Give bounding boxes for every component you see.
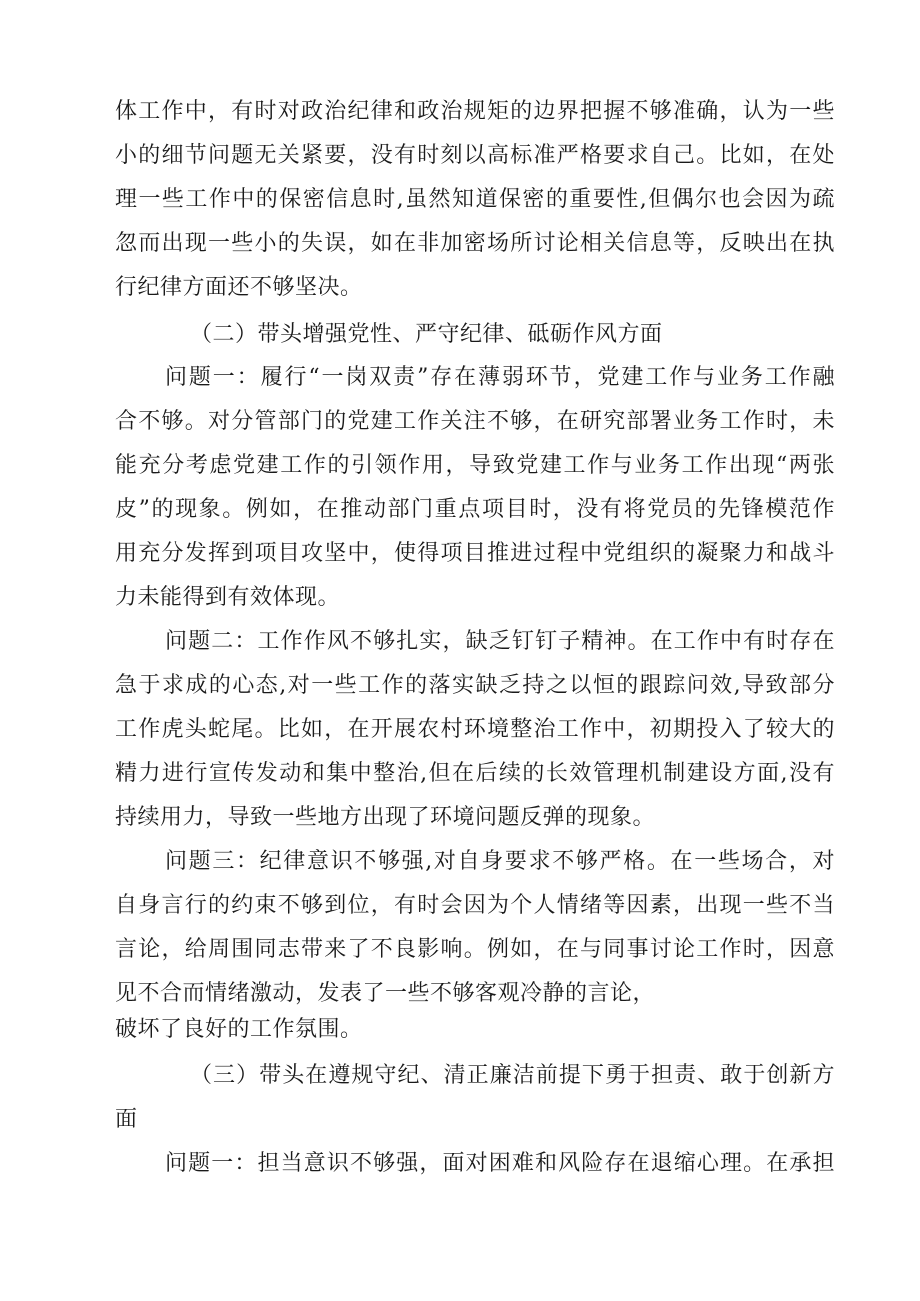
paragraph-line: 持续用力，导致一些地方出现了环境问题反弹的现象。	[115, 805, 656, 830]
paragraph-line: 小的细节问题无关紧要，没有时刻以高标准严格要求自己。比如，在处	[115, 143, 835, 168]
paragraph-line: 工作虎头蛇尾。比如，在开展农村环境整治工作中，初期投入了较大的	[115, 717, 835, 742]
section-heading: （二）带头增强党性、严守纪律、砥砺作风方面	[190, 322, 663, 347]
paragraph-line: 破坏了良好的工作氛围。	[115, 1017, 363, 1042]
paragraph-line: 体工作中，有时对政治纪律和政治规矩的边界把握不够准确，认为一些	[115, 99, 835, 124]
paragraph-line: 问题一：担当意识不够强，面对困难和风险存在退缩心理。在承担	[165, 1151, 835, 1176]
paragraph-line: 问题三：纪律意识不够强,对自身要求不够严格。在一些场合，对	[165, 849, 835, 874]
paragraph-line: 问题一：履行“一岗双责”存在薄弱环节，党建工作与业务工作融	[165, 365, 835, 390]
paragraph-line: 见不合而情绪激动，发表了一些不够客观冷静的言论，	[115, 981, 656, 1006]
paragraph-line: 言论，给周围同志带来了不良影响。例如，在与同事讨论工作时，因意	[115, 937, 835, 962]
paragraph-line: 忽而出现一些小的失误，如在非加密场所讨论相关信息等，反映出在执	[115, 231, 835, 256]
paragraph-line: 力未能得到有效体现。	[115, 585, 341, 610]
paragraph-line: 行纪律方面还不够坚决。	[115, 275, 363, 300]
paragraph-line: 皮”的现象。例如，在推动部门重点项目时，没有将党员的先锋模范作	[115, 497, 835, 522]
paragraph-line: 精力进行宣传发动和集中整治,但在后续的长效管理机制建设方面,没有	[115, 761, 835, 786]
paragraph-line: 理一些工作中的保密信息时,虽然知道保密的重要性,但偶尔也会因为疏	[115, 187, 835, 212]
section-heading: （三）带头在遵规守纪、清正廉洁前提下勇于担责、敢于创新方	[190, 1063, 835, 1088]
paragraph-line: 能充分考虑党建工作的引领作用，导致党建工作与业务工作出现“两张	[115, 453, 835, 478]
paragraph-line: 合不够。对分管部门的党建工作关注不够，在研究部署业务工作时，未	[115, 409, 835, 434]
paragraph-line: 问题二：工作作风不够扎实，缺乏钉钉子精神。在工作中有时存在	[165, 629, 835, 654]
paragraph-line: 用充分发挥到项目攻坚中，使得项目推进过程中党组织的凝聚力和战斗	[115, 541, 835, 566]
section-heading: 面	[115, 1107, 138, 1132]
paragraph-line: 急于求成的心态,对一些工作的落实缺乏持之以恒的跟踪问效,导致部分	[115, 673, 835, 698]
paragraph-line: 自身言行的约束不够到位，有时会因为个人情绪等因素，出现一些不当	[115, 893, 835, 918]
